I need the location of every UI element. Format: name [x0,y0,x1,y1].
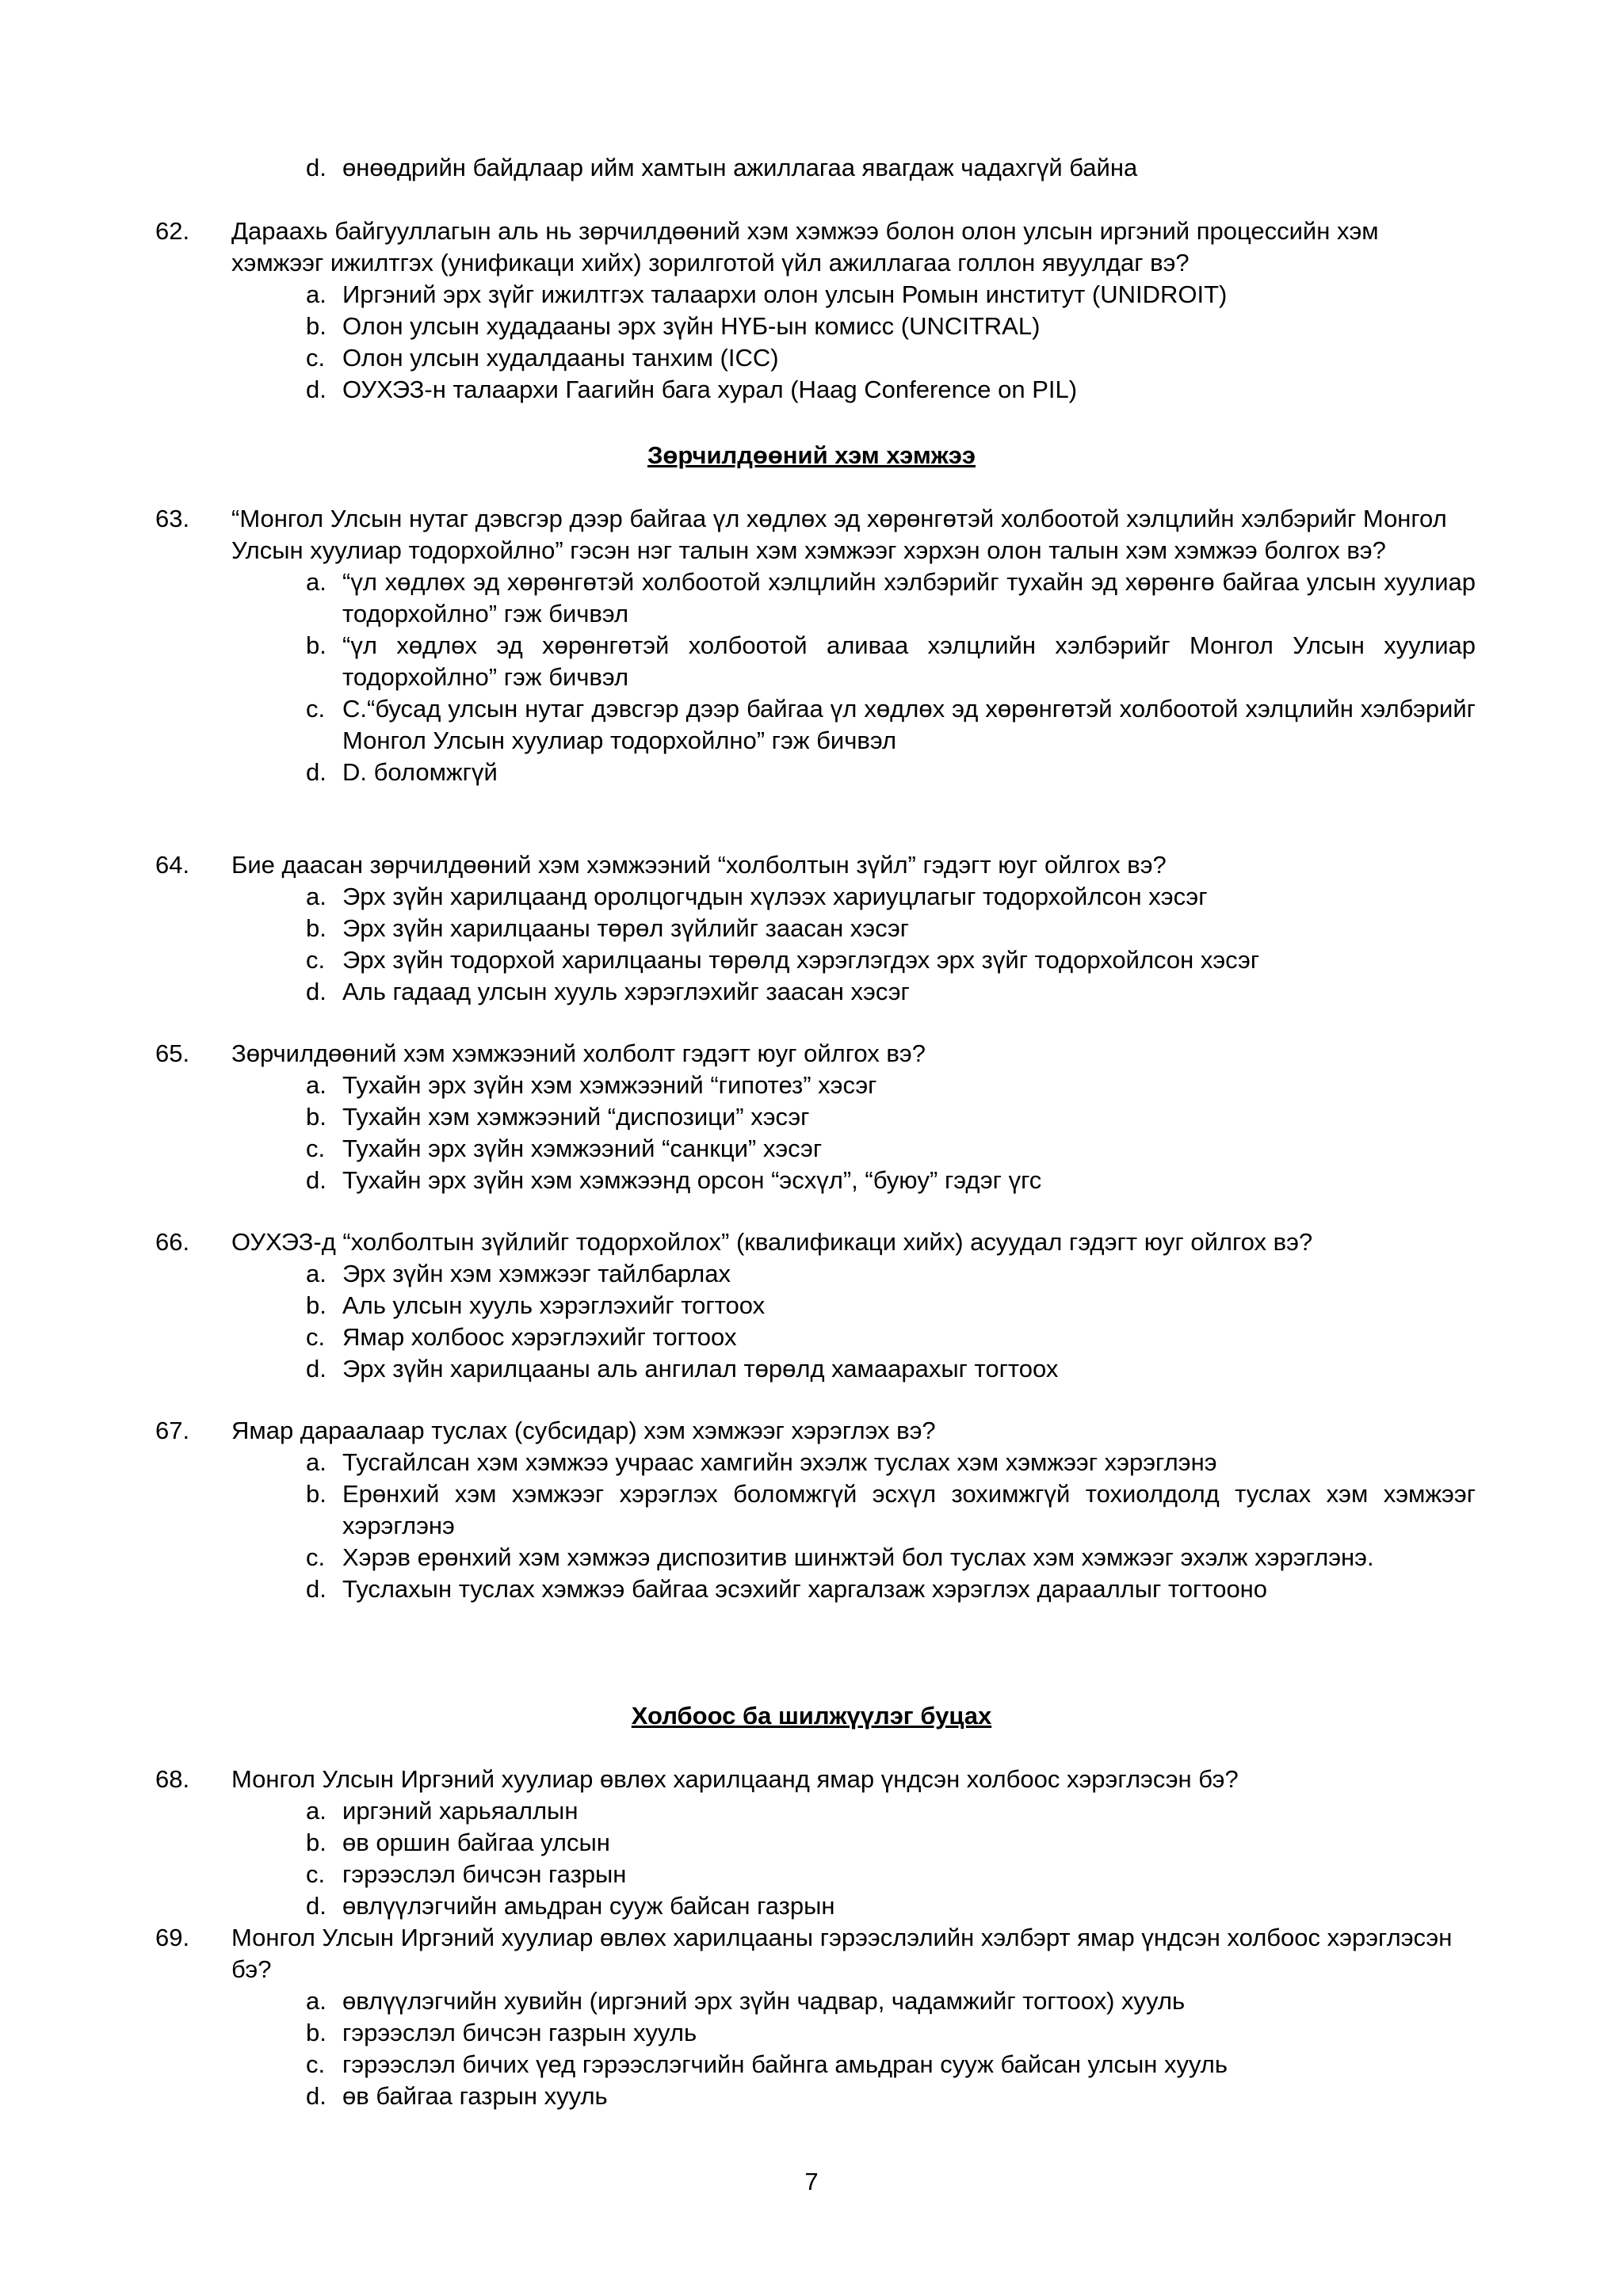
option-text: Олон улсын худадааны эрх зүйн НҮБ-ын комисс (UNCITRAL) [342,312,1041,340]
option-letter: b. [306,1291,327,1319]
option-letter: b. [306,1829,327,1856]
question-number: 69. [155,1924,190,1951]
option-letter: d. [306,1575,327,1603]
top-option [155,152,1476,184]
option [306,757,1476,788]
option-text: “үл хөдлөх эд хөрөнгөтэй холбоотой аливаа хэлцлийн хэлбэрийг Монгол Улсын хуулиар тодорхойлно” гэж бичвэл [342,631,1476,691]
option [306,976,1476,1008]
question-66 [155,1226,1476,1385]
question-text: Ямар дараалаар туслах (субсидар) хэм хэмжээг хэрэглэх вэ? [231,1417,936,1444]
option-text: Эрх зүйн тодорхой харилцааны төрөлд хэрэглэгдэх эрх зүйг тодорхойлсон хэсэг [342,946,1260,974]
option [306,1101,1476,1133]
option-text: Тусгайлсан хэм хэмжээ учраас хамгийн эхэлж туслах хэм хэмжээг хэрэглэнэ [342,1448,1217,1476]
option-text: Тухайн эрх зүйн хэм хэмжээнд орсон “эсхүл”, “буюу” гэдэг үгс [342,1166,1042,1194]
option-letter: c. [306,2050,326,2078]
option-text: Тухайн хэм хэмжээний “диспозици” хэсэг [342,1103,810,1131]
option-letter: d. [306,978,327,1005]
option [306,881,1476,913]
question-69 [155,1922,1476,2112]
option [306,1447,1476,1478]
option-text: Эрх зүйн харилцаанд оролцогчдын хүлээх хариуцлагыг тодорхойлсон хэсэг [342,883,1208,910]
question-number: 66. [155,1228,190,1256]
option-text: өв байгаа газрын хууль [342,2082,608,2110]
option-letter: a. [306,568,327,596]
option [306,2081,1476,2112]
option-text: гэрээслэл бичсэн газрын хууль [342,2019,697,2046]
question-number: 62. [155,217,190,245]
question-text: Монгол Улсын Иргэний хуулиар өвлөх харилцаанд ямар үндсэн холбоос хэрэглэсэн бэ? [231,1765,1239,1793]
option [306,913,1476,944]
option [306,1573,1476,1605]
option [306,1827,1476,1859]
option [306,630,1476,693]
option [306,1070,1476,1101]
option [306,2017,1476,2049]
option [306,944,1476,976]
option [306,279,1476,311]
question-number: 65. [155,1039,190,1067]
question-text: “Монгол Улсын нутаг дэвсгэр дээр байгаа үл хөдлөх эд хөрөнгөтэй холбоотой хэлцлийн хэлбэрийг Монгол Улсын хуулиар тодорхойлно” гэсэн нэг талын хэм хэмжээг хэрхэн олон талын хэм хэмжээ болгох вэ? [231,505,1447,564]
option [306,1258,1476,1290]
question-68 [155,1764,1476,1922]
option-letter: d. [306,376,327,403]
option [306,1890,1476,1922]
option [306,1478,1476,1542]
option-letter: a. [306,1987,327,2015]
option-letter: a. [306,1071,327,1099]
question-text: Монгол Улсын Иргэний хуулиар өвлөх харилцааны гэрээслэлийн хэлбэрт ямар үндсэн холбоос хэрэглэсэн бэ? [231,1924,1453,1983]
option-text: Эрх зүйн харилцааны төрөл зүйлийг заасан хэсэг [342,914,910,942]
page-number: 7 [804,2168,819,2195]
option-letter: b. [306,1480,327,1508]
option-text: Тухайн эрх зүйн хэм хэмжээний “гипотез” хэсэг [342,1071,877,1099]
option-text: Тухайн эрх зүйн хэмжээний “санкци” хэсэг [342,1135,823,1162]
section-heading: Зөрчилдөөний хэм хэмжээ [647,441,976,469]
option-letter: c. [306,946,326,974]
option [306,1165,1476,1196]
section-heading: Холбоос ба шилжүүлэг буцах [631,1702,992,1730]
option-letter: b. [306,1103,327,1131]
question-number: 67. [155,1417,190,1444]
option-letter: a. [306,1260,327,1287]
question-64 [155,849,1476,1008]
option-letter: b. [306,914,327,942]
option [306,1322,1476,1353]
option-letter: d. [306,758,327,786]
option-text: ОУХЭЗ-н талаархи Гаагийн бага хурал (Haag Conference on PIL) [342,376,1078,403]
option-text: Хэрэв ерөнхий хэм хэмжээ диспозитив шинжтэй бол туслах хэм хэмжээг эхэлж хэрэглэнэ. [342,1543,1374,1571]
question-63 [155,503,1476,788]
option-text: өв оршин байгаа улсын [342,1829,610,1856]
option-letter: b. [306,312,327,340]
option-letter: b. [306,631,327,659]
option-letter: d. [306,1166,327,1194]
option [306,374,1476,406]
option-text: Олон улсын худалдааны танхим (ICC) [342,344,779,372]
question-number: 64. [155,851,190,879]
option-text: гэрээслэл бичсэн газрын [342,1860,627,1888]
option-text: иргэний харьяаллын [342,1797,579,1825]
question-62 [155,215,1476,406]
question-text: ОУХЭЗ-д “холболтын зүйлийг тодорхойлох” (квалификаци хийх) асуудал гэдэгт юуг ойлгох вэ? [231,1228,1313,1256]
option-text: “үл хөдлөх эд хөрөнгөтэй холбоотой хэлцлийн хэлбэрийг тухайн эд хөрөнгө байгаа улсын хуулиар тодорхойлно” гэж бичвэл [342,568,1476,627]
option [306,566,1476,630]
option-text: Ямар холбоос хэрэглэхийг тогтоох [342,1323,737,1351]
option [306,342,1476,374]
question-65 [155,1038,1476,1196]
option-letter: d. [306,1355,327,1383]
option [306,1985,1476,2017]
option-text: Аль улсын хууль хэрэглэхийг тогтоох [342,1291,766,1319]
option [306,1795,1476,1827]
question-text: Зөрчилдөөний хэм хэмжээний холболт гэдэгт юуг ойлгох вэ? [231,1039,926,1067]
option [306,1290,1476,1322]
question-text: Дараахь байгууллагын аль нь зөрчилдөөний хэм хэмжээ болон олон улсын иргэний процессийн хэм хэмжээг ижилтгэх (унификаци хийх) зорилготой үйл ажиллагаа голлон явуулдаг вэ? [231,217,1379,277]
option-letter: d. [306,1892,327,1920]
option-letter: c. [306,1323,326,1351]
option-letter: d. [306,2082,327,2110]
option-letter: c. [306,344,326,372]
option-letter: d. [306,154,327,181]
option-text: өвлүүлэгчийн хувийн (иргэний эрх зүйн чадвар, чадамжийг тогтоох) хууль [342,1987,1186,2015]
option-text: Эрх зүйн харилцааны аль ангилал төрөлд хамаарахыг тогтоох [342,1355,1059,1383]
option-letter: a. [306,883,327,910]
option-text: D. боломжгүй [342,758,498,786]
option-text: C.“бусад улсын нутаг дэвсгэр дээр байгаа үл хөдлөх эд хөрөнгөтэй холбоотой хэлцлийн хэлбэрийг Монгол Улсын хуулиар тодорхойлно” гэж бичвэл [342,695,1476,754]
option-text: өнөөдрийн байдлаар ийм хамтын ажиллагаа явагдаж чадахгүй байна [342,154,1138,181]
option [306,1542,1476,1573]
option-letter: c. [306,1543,326,1571]
option [306,2049,1476,2081]
option-letter: c. [306,695,326,723]
question-text: Бие даасан зөрчилдөөний хэм хэмжээний “холболтын зүйл” гэдэгт юуг ойлгох вэ? [231,851,1167,879]
option-text: Ерөнхий хэм хэмжээг хэрэглэх боломжгүй эсхүл зохимжгүй тохиолдолд туслах хэм хэмжээг хэрэглэнэ [342,1480,1476,1539]
option-text: Аль гадаад улсын хууль хэрэглэхийг заасан хэсэг [342,978,910,1005]
option [306,1859,1476,1890]
option-text: гэрээслэл бичих үед гэрээслэгчийн байнга амьдран сууж байсан улсын хууль [342,2050,1228,2078]
option [306,1133,1476,1165]
option-letter: a. [306,280,327,308]
option-letter: a. [306,1797,327,1825]
question-number: 63. [155,505,190,532]
option-text: Эрх зүйн хэм хэмжээг тайлбарлах [342,1260,731,1287]
question-67 [155,1415,1476,1605]
option-letter: c. [306,1860,326,1888]
option [306,311,1476,342]
option [306,1353,1476,1385]
option [306,693,1476,757]
option-text: Туслахын туслах хэмжээ байгаа эсэхийг харгалзаж хэрэглэх дарааллыг тогтооно [342,1575,1268,1603]
question-number: 68. [155,1765,190,1793]
option-letter: b. [306,2019,327,2046]
option-text: өвлүүлэгчийн амьдран сууж байсан газрын [342,1892,835,1920]
option-letter: a. [306,1448,327,1476]
option-letter: c. [306,1135,326,1162]
option-text: Иргэний эрх зүйг ижилтгэх талаархи олон улсын Ромын институт (UNIDROIT) [342,280,1228,308]
